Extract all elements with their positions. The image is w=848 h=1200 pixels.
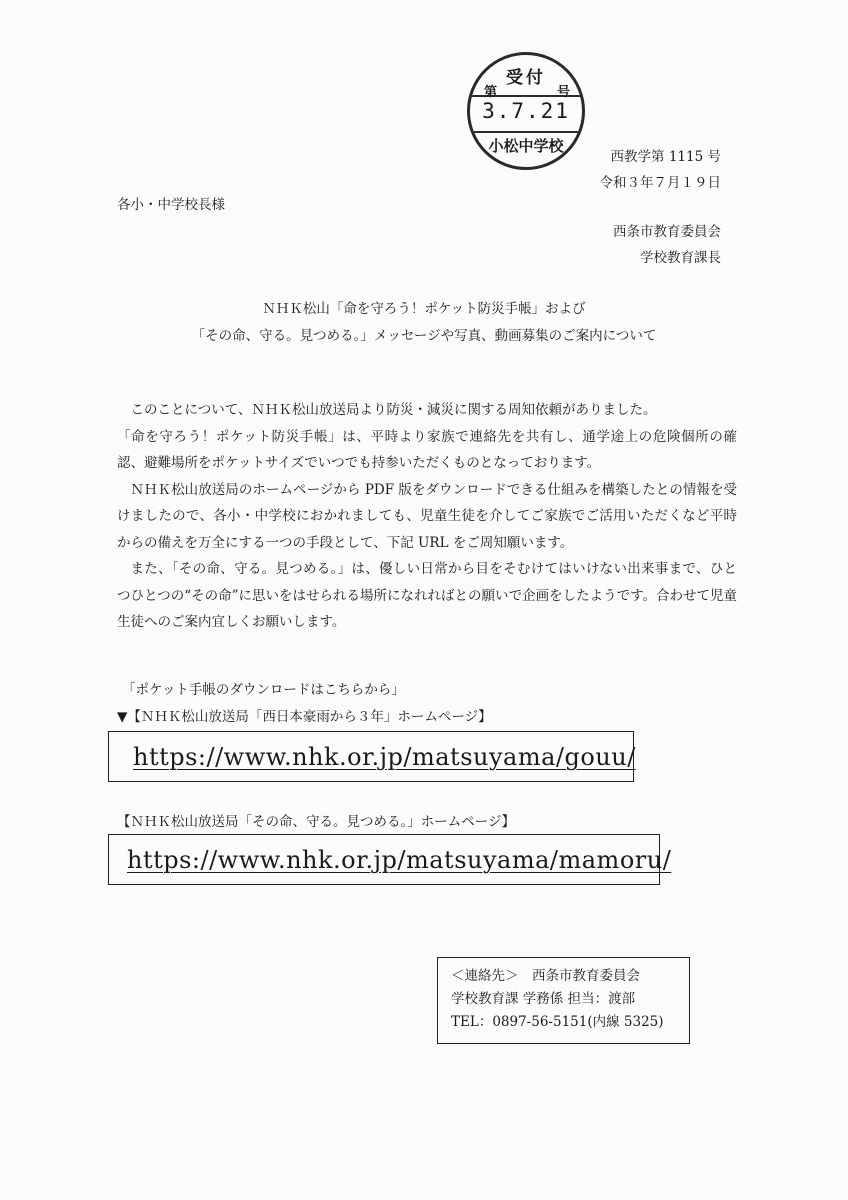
document-number: 西教学第 1115 号 (610, 149, 721, 165)
url-box-gouu[interactable] (108, 731, 634, 782)
sender-org: 西条市教育委員会 (613, 224, 721, 240)
stamp-school: 小松中学校 (488, 137, 564, 155)
contact-line-2: 学校教育課 学務係 担当：渡部 (451, 991, 636, 1007)
reception-stamp (467, 52, 585, 170)
contact-box (437, 957, 690, 1044)
sender-title: 学校教育課長 (640, 250, 721, 266)
url-link-gouu[interactable]: https://www.nhk.or.jp/matsuyama/gouu/ (133, 742, 636, 771)
body-text (117, 397, 737, 636)
document-date: 令和３年７月１９日 (599, 175, 721, 191)
url-link-mamoru[interactable]: https://www.nhk.or.jp/matsuyama/mamoru/ (127, 845, 672, 874)
link1-label: ▼【ＮＨＫ松山放送局「西日本豪雨から３年」ホームページ】 (117, 709, 492, 725)
title-line-1: ＮＨＫ松山「命を守ろう！ポケット防災手帳」および (262, 301, 586, 317)
document-title (0, 296, 848, 350)
body-paragraph-2: 「命を守ろう！ポケット防災手帳」は、平時より家族で連絡先を共有し、通学途上の危険個所の確認、避難場所をポケットサイズでいつでも持参いただくものとなっております。 (117, 428, 737, 471)
title-line-2: 「その命、守る。見つめる。」メッセージや写真、動画募集のご案内について (191, 328, 657, 344)
stamp-go: 号 (556, 85, 570, 100)
stamp-label: 受付 (506, 68, 546, 88)
download-note: 「ポケット手帳のダウンロードはこちらから」 (122, 682, 405, 698)
contact-line-1: ＜連絡先＞ 西条市教育委員会 (451, 968, 640, 984)
body-paragraph-1: このことについて、ＮＨＫ松山放送局より防災・減災に関する周知依頼がありました。 (130, 402, 657, 418)
body-paragraph-4: また、「その命、守る。見つめる。」は、優しい日常から目をそむけてはいけない出来事まで、ひとつひとつの“その命”に思いをはせられる場所になれればとの願いで企画をしたようです。合わせて児童生徒へのご案内宜しくお願いします。 (117, 561, 737, 630)
stamp-dai: 第 (484, 85, 498, 100)
stamp-date: 3.7.21 (482, 99, 570, 123)
body-paragraph-3: ＮＨＫ松山放送局のホームページから PDF 版をダウンロードできる仕組みを構築したとの情報を受けましたので、各小・中学校におかれましても、児童生徒を介してご家族でご活用いただくなど平時からの備えを万全にする一つの手段として、下記 URL をご周知願います。 (117, 481, 737, 551)
recipient: 各小・中学校長様 (117, 197, 225, 213)
link2-label: 【ＮＨＫ松山放送局「その命、守る。見つめる。」ホームページ】 (117, 814, 515, 830)
contact-line-3: TEL：0897-56-5151(内線 5325) (451, 1014, 664, 1030)
url-box-mamoru[interactable] (108, 834, 672, 885)
